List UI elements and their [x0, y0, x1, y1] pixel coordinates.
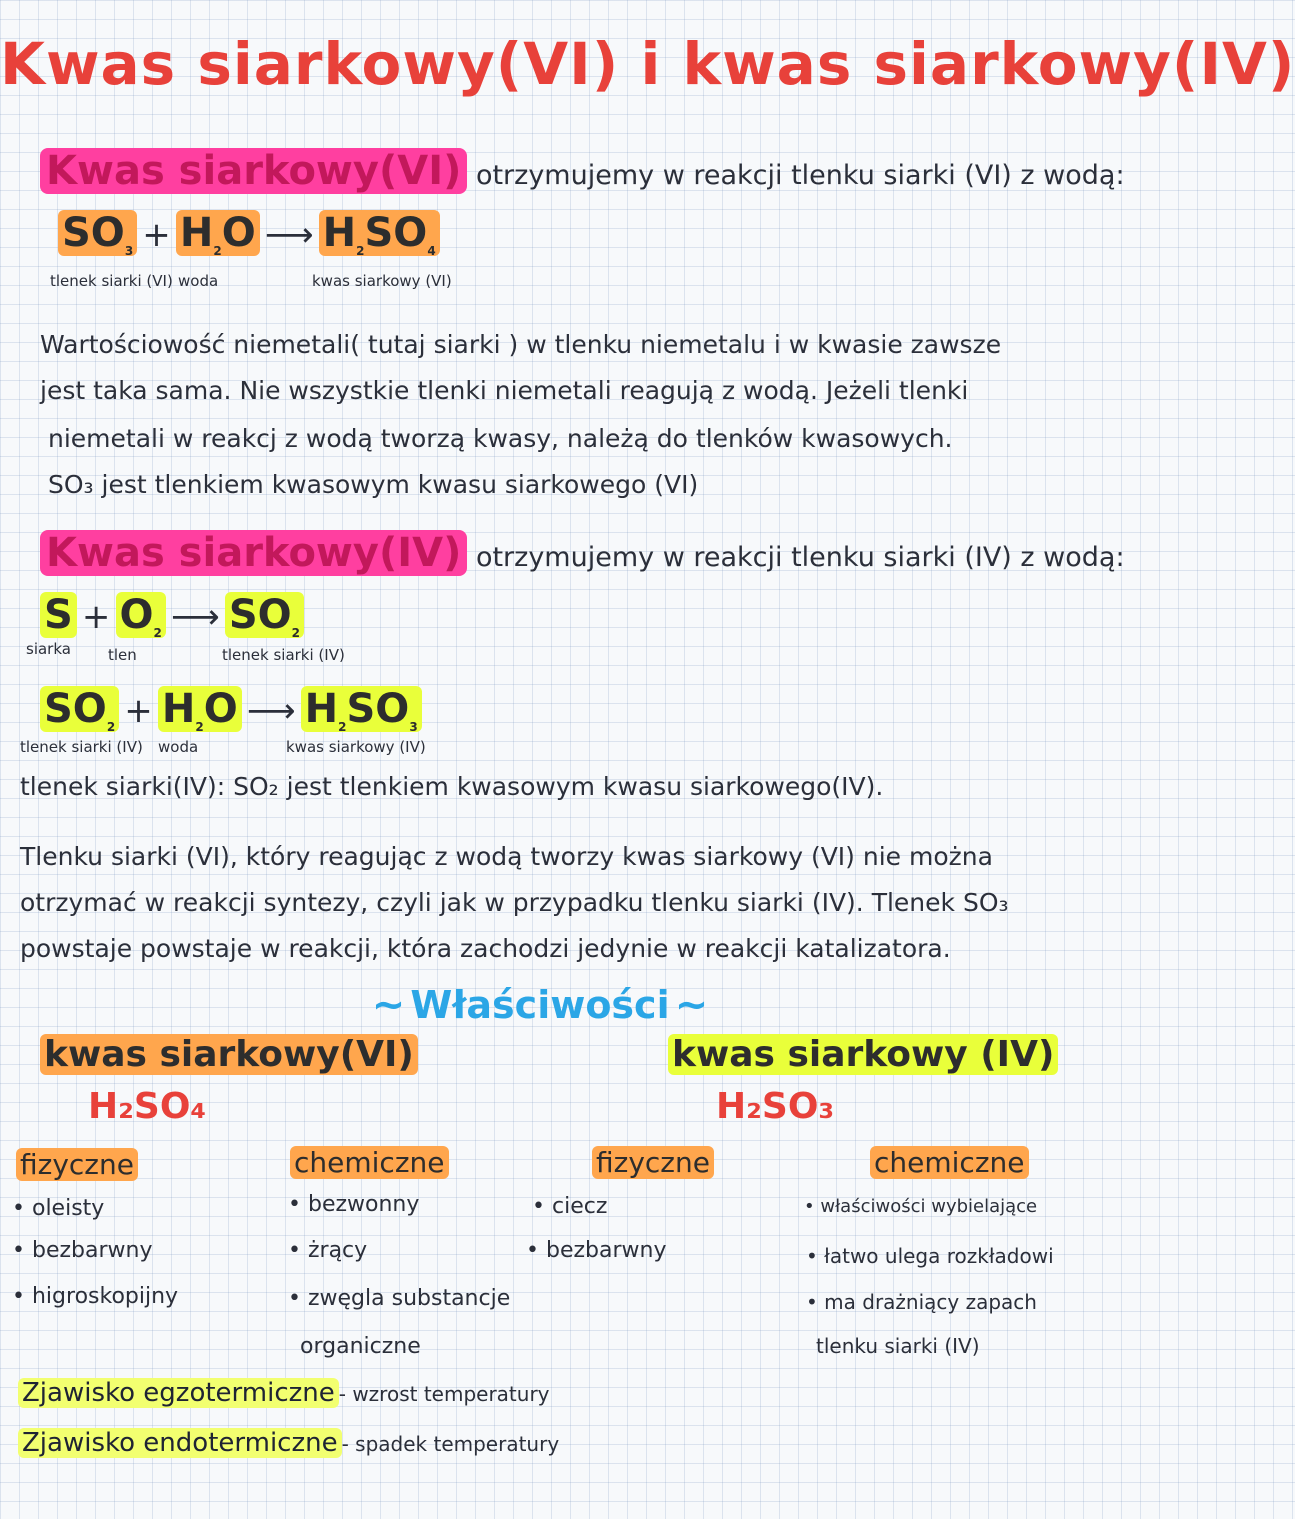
- page-title: Kwas siarkowy(VI) i kwas siarkowy(IV): [0, 30, 1295, 98]
- list-item: • oleisty: [12, 1196, 105, 1221]
- list-item: • bezwonny: [288, 1192, 420, 1217]
- plus-sign: +: [142, 215, 171, 255]
- section1-intro: otrzymujemy w reakcji tlenku siarki (VI) z wodą:: [475, 160, 1125, 191]
- left-acid-formula: H₂SO₄: [88, 1086, 207, 1127]
- left-physical-label: fizyczne: [16, 1148, 138, 1181]
- plus-sign: +: [124, 691, 153, 731]
- section1-heading: Kwas siarkowy(VI): [40, 148, 467, 194]
- arrow-icon: ⟶: [264, 215, 314, 255]
- list-item: • zwęgla substancje: [288, 1286, 511, 1311]
- formula-so3: $SO_3$: [58, 210, 137, 256]
- label-kwas: kwas siarkowy (VI): [312, 272, 452, 290]
- paragraph-line: niemetali w reakcj z wodą tworzą kwasy, należą do tlenków kwasowych.: [48, 424, 953, 453]
- section2-heading: Kwas siarkowy(IV): [40, 530, 467, 576]
- formula-so2: $SO_2$: [225, 592, 304, 638]
- exo-text: - wzrost temperatury: [338, 1382, 550, 1406]
- formula-h2o: $H_2O$: [158, 686, 242, 732]
- section2-line: [40, 530, 1125, 576]
- left-chemical-label: chemiczne: [290, 1146, 449, 1179]
- label-woda: woda: [178, 272, 219, 290]
- list-item: • żrący: [288, 1238, 368, 1263]
- endo-text: - spadek temperatury: [341, 1432, 560, 1456]
- formula-o2: $O_2$: [116, 592, 166, 638]
- paragraph-line: jest taka sama. Nie wszystkie tlenki niemetali reagują z wodą. Jeżeli tlenki: [40, 376, 969, 405]
- formula-h2so3: $H_2SO_3$: [301, 686, 422, 732]
- wave-right-icon: ~: [674, 982, 709, 1028]
- section2-intro: otrzymujemy w reakcji tlenku siarki (IV) z wodą:: [475, 542, 1125, 573]
- exo-line: [18, 1378, 550, 1408]
- label-tlen: tlen: [108, 646, 137, 664]
- list-item: • bezbarwny: [12, 1238, 153, 1263]
- right-physical-label: fizyczne: [592, 1146, 714, 1179]
- wave-left-icon: ~: [371, 982, 406, 1028]
- endo-label: Zjawisko endotermiczne: [18, 1428, 342, 1458]
- right-acid-formula: H₂SO₃: [716, 1086, 835, 1127]
- paragraph-line: Wartościowość niemetali( tutaj siarki ) w tlenku niemetalu i w kwasie zawsze: [40, 330, 1002, 359]
- label-siarka: siarka: [26, 640, 71, 658]
- list-item: • ma drażniący zapach: [806, 1290, 1037, 1314]
- exo-label: Zjawisko egzotermiczne: [18, 1378, 339, 1408]
- right-chemical-label: chemiczne: [870, 1146, 1029, 1179]
- list-item: • łatwo ulega rozkładowi: [806, 1244, 1054, 1268]
- section1-line: [40, 148, 1125, 194]
- paragraph-line: otrzymać w reakcji syntezy, czyli jak w przypadku tlenku siarki (IV). Tlenek SO₃: [20, 888, 1009, 917]
- list-item: • higroskopijny: [12, 1284, 179, 1309]
- properties-heading: Właściwości: [410, 983, 670, 1027]
- formula-h2so4: $H_2SO_4$: [319, 210, 440, 256]
- list-item: • ciecz: [532, 1194, 608, 1219]
- list-item: organiczne: [300, 1334, 421, 1359]
- reaction-so3-water: [58, 210, 440, 258]
- left-acid-name: kwas siarkowy(VI): [40, 1034, 418, 1075]
- paragraph-line: Tlenku siarki (VI), który reagując z wodą tworzy kwas siarkowy (VI) nie można: [20, 842, 993, 871]
- label-tlenek: tlenek siarki (VI): [50, 272, 173, 290]
- formula-h2o: $H_2O$: [176, 210, 260, 256]
- right-acid-name: kwas siarkowy (IV): [668, 1034, 1058, 1075]
- properties-heading-row: [0, 982, 1080, 1028]
- reaction-s-o2: [40, 592, 304, 640]
- label-woda: woda: [158, 738, 199, 756]
- list-item: • właściwości wybielające: [804, 1196, 1038, 1217]
- arrow-icon: ⟶: [170, 597, 220, 637]
- label-kwas-iv: kwas siarkowy (IV): [286, 738, 426, 756]
- endo-line: [18, 1428, 559, 1458]
- formula-s: S: [40, 592, 77, 638]
- list-item: • bezbarwny: [526, 1238, 667, 1263]
- label-tlenek-iv: tlenek siarki (IV): [222, 646, 345, 664]
- arrow-icon: ⟶: [246, 691, 296, 731]
- formula-so2: $SO_2$: [40, 686, 119, 732]
- reaction-so2-water: [40, 686, 422, 734]
- label-tlenek-iv: tlenek siarki (IV): [20, 738, 143, 756]
- paragraph-line: tlenek siarki(IV): SO₂ jest tlenkiem kwasowym kwasu siarkowego(IV).: [20, 772, 884, 801]
- list-item: tlenku siarki (IV): [816, 1334, 980, 1358]
- paragraph-line: powstaje powstaje w reakcji, która zachodzi jedynie w reakcji katalizatora.: [20, 934, 951, 963]
- plus-sign: +: [81, 597, 111, 637]
- paragraph-line: SO₃ jest tlenkiem kwasowym kwasu siarkowego (VI): [48, 470, 699, 499]
